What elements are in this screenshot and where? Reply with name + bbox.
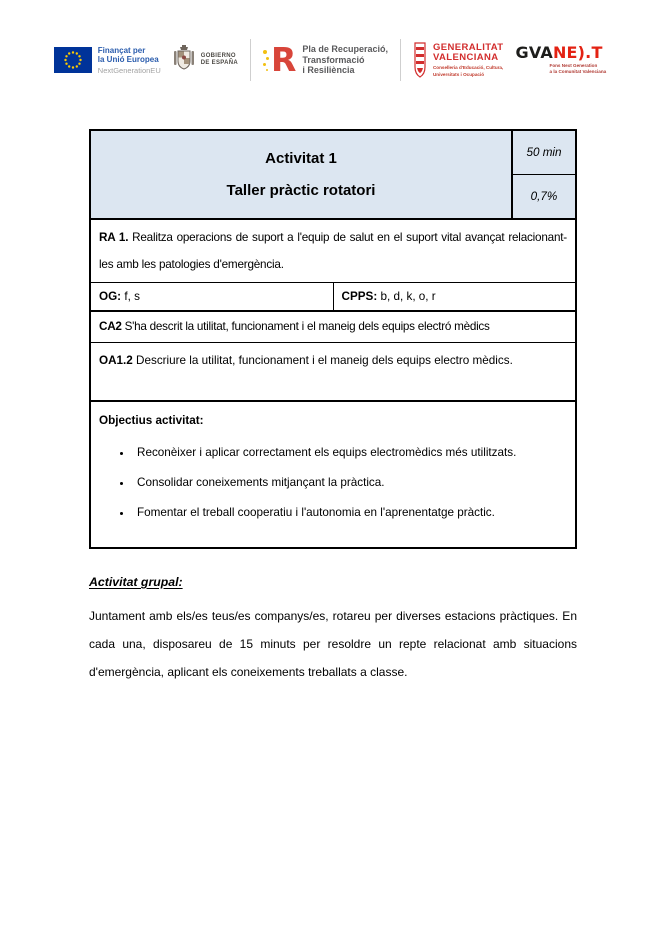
og-label: OG: [99, 290, 122, 303]
eu-funding-text [98, 46, 161, 75]
gva-dept-line2: Universitats i Ocupació [432, 71, 485, 77]
prtr-r-icon [263, 40, 297, 79]
header-logo-strip [0, 31, 660, 89]
spain-gov-text [201, 53, 238, 67]
objective-item: • Fomentar el treball cooperatiu i l'autonomia en l'aprenentatge pràctic. [133, 505, 567, 521]
prtr-line3: i Resiliència [302, 65, 355, 76]
activity-title-cell [91, 131, 511, 218]
gvanext-tagline-line1: Fons Next Generation [549, 63, 598, 69]
cpps-cell [333, 283, 576, 310]
prtr-label [302, 44, 388, 76]
activity-table [89, 129, 577, 549]
objectives-row [91, 402, 575, 547]
prtr-line2: Transformació [302, 54, 365, 65]
og-cpps-row [91, 283, 575, 312]
gva-title-line2: VALENCIANA [432, 52, 499, 64]
gva-text [433, 43, 504, 77]
ca-row [91, 312, 575, 343]
prtr-logo [263, 40, 388, 79]
activity-meta-column [511, 131, 575, 218]
objectives-list [99, 445, 567, 521]
document-body [89, 129, 577, 686]
og-value: f, s [124, 290, 140, 303]
ra-row [91, 220, 575, 283]
logo-divider [250, 39, 251, 81]
og-cell [91, 283, 333, 310]
logo-divider [400, 39, 401, 81]
objective-item: • Consolidar coneixements mitjançant la pràctica. [133, 475, 567, 491]
oa-label: OA1.2 [99, 354, 133, 367]
eu-flag-icon [54, 47, 92, 73]
cpps-label: CPPS: [341, 290, 378, 303]
oa-text: Descriure la utilitat, funcionament i el maneig dels equips electro mèdics. [136, 354, 513, 367]
prtr-dots-icon [263, 50, 269, 71]
gvanext-black-part: GVA [515, 43, 553, 63]
section-title: Activitat grupal: [89, 575, 183, 589]
nextgeneu-label: NextGenerationEU [97, 65, 161, 75]
activity-table-header [91, 131, 575, 220]
gvanext-tagline-line2: a la Comunitat Valenciana [549, 69, 607, 74]
ca-text: S'ha descrit la utilitat, funcionament i el maneig dels equips electró mèdics [124, 320, 490, 333]
gvanext-logo [516, 45, 607, 74]
gvanext-tagline [550, 63, 607, 74]
activity-name: Taller pràctic rotatori [226, 182, 376, 199]
eu-funding-line2: la Unió Europea [97, 54, 159, 64]
gva-emblem-icon [413, 42, 427, 78]
prtr-line1: Pla de Recuperació, [302, 44, 388, 55]
weight-value: 0,7% [530, 190, 558, 203]
spain-government-logo [173, 43, 238, 77]
prtr-r-letter: R [271, 40, 297, 79]
eu-funding-line1: Finançat per [97, 45, 146, 55]
generalitat-valenciana-logo [413, 42, 504, 78]
ra-text: Realitza operacions de suport a l'equip de salut en el suport vital avançat relacionant-les amb les patologies d'emergència. [99, 231, 567, 271]
gvanext-wordmark [516, 45, 603, 61]
oa-text-block [99, 347, 567, 374]
eu-funding-logo [54, 46, 161, 75]
duration-value: 50 min [513, 131, 575, 175]
gva-title-line1: GENERALITAT [432, 41, 504, 53]
gvanext-red-part: NE).T [552, 43, 603, 63]
cpps-value: b, d, k, o, r [380, 290, 436, 303]
spain-gov-line2: DE ESPAÑA [200, 60, 238, 66]
ca-label: CA2 [99, 320, 122, 333]
ra-label: RA 1. [99, 231, 129, 244]
spain-coat-of-arms-icon [173, 43, 195, 77]
oa-row [91, 343, 575, 402]
spain-gov-line1: GOBIERNO [200, 53, 236, 59]
activity-number: Activitat 1 [265, 150, 337, 167]
gva-dept-line1: Conselleria d'Educació, Cultura, [432, 64, 504, 70]
objectives-title: Objectius activitat: [99, 414, 204, 427]
objective-item: • Reconèixer i aplicar correctament els equips electromèdics més utilitzats. [133, 445, 567, 461]
body-paragraph: Juntament amb els/es teus/es companys/es, rotareu per diverses estacions pràctiques. En cada una, disposareu de 15 minuts per resoldre un repte relacionat amb situacions d'emergència, aplicant els coneixements treballats a classe. [89, 609, 577, 679]
